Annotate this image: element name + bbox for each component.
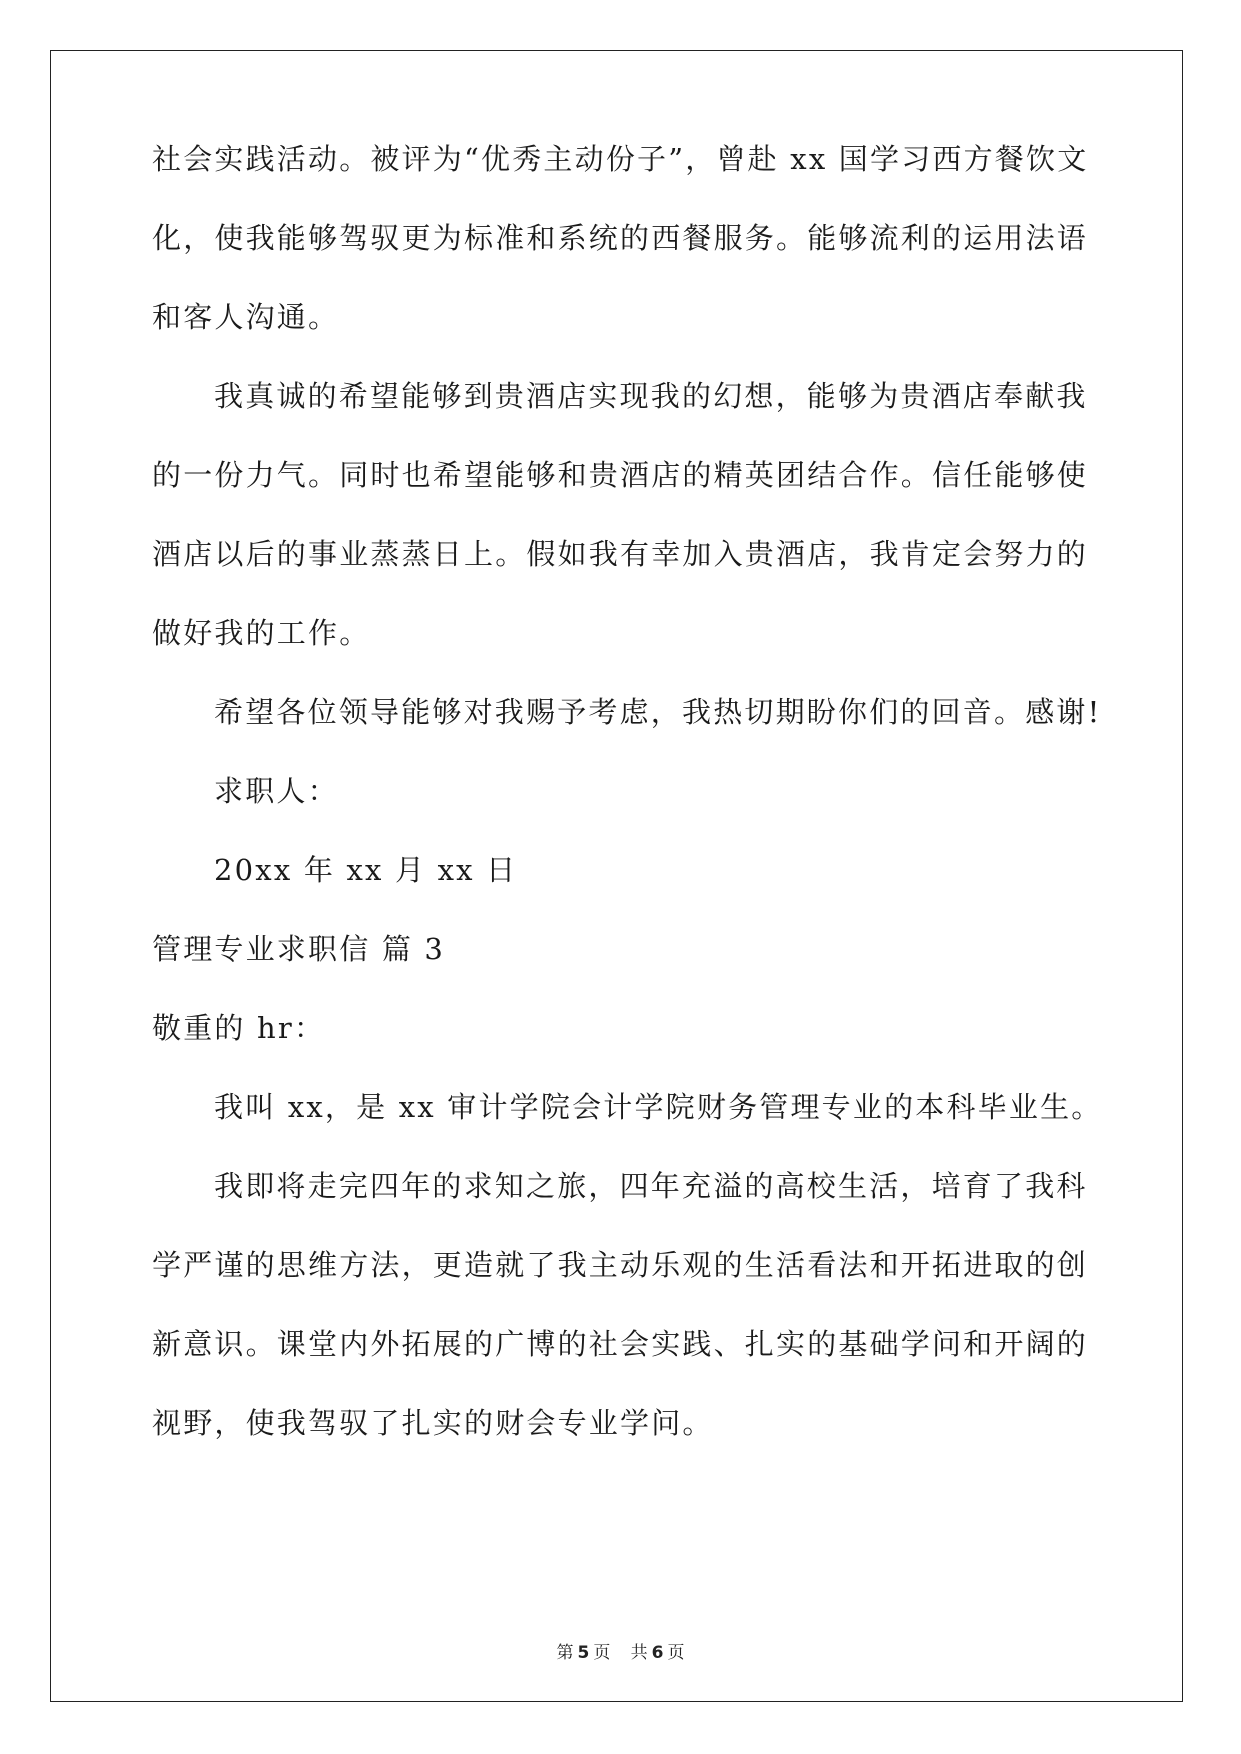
text-line: 和客人沟通。 xyxy=(152,300,340,334)
page-prefix: 第 xyxy=(556,1643,574,1663)
text-line: 我即将走完四年的求知之旅，四年充溢的高校生活，培育了我科 xyxy=(214,1169,1088,1203)
text-line: 化，使我能够驾驭更为标准和系统的西餐服务。能够流利的运用法语 xyxy=(152,221,1089,255)
text-line: 希望各位领导能够对我赐予考虑，我热切期盼你们的回音。感谢! xyxy=(214,695,1102,729)
text-line: 社会实践活动。被评为“优秀主动份子”，曾赴 xx 国学习西方餐饮文 xyxy=(152,142,1089,176)
page-total: 6 xyxy=(651,1643,664,1663)
text-line: 我真诚的希望能够到贵酒店实现我的幻想，能够为贵酒店奉献我 xyxy=(214,379,1088,413)
salutation: 敬重的 hr： xyxy=(152,1011,326,1045)
document-body xyxy=(152,142,1103,1503)
text-line: 视野，使我驾驭了扎实的财会专业学问。 xyxy=(152,1406,714,1440)
page-footer xyxy=(0,1638,1241,1663)
text-line: 新意识。课堂内外拓展的广博的社会实践、扎实的基础学问和开阔的 xyxy=(152,1327,1089,1361)
total-suffix: 页 xyxy=(667,1643,685,1663)
text-line: 做好我的工作。 xyxy=(152,616,371,650)
text-line: 学严谨的思维方法，更造就了我主动乐观的生活看法和开拓进取的创 xyxy=(152,1248,1089,1282)
date-line: 20xx 年 xx 月 xx 日 xyxy=(214,853,518,887)
section-heading: 管理专业求职信 篇 3 xyxy=(152,932,446,966)
text-line: 我叫 xx，是 xx 审计学院会计学院财务管理专业的本科毕业生。 xyxy=(214,1090,1103,1124)
text-line: 的一份力气。同时也希望能够和贵酒店的精英团结合作。信任能够使 xyxy=(152,458,1089,492)
text-line: 酒店以后的事业蒸蒸日上。假如我有幸加入贵酒店，我肯定会努力的 xyxy=(152,537,1089,571)
applicant-label: 求职人： xyxy=(214,774,339,808)
page-current: 5 xyxy=(577,1643,590,1663)
page-suffix: 页 xyxy=(593,1643,611,1663)
total-prefix: 共 xyxy=(630,1643,648,1663)
